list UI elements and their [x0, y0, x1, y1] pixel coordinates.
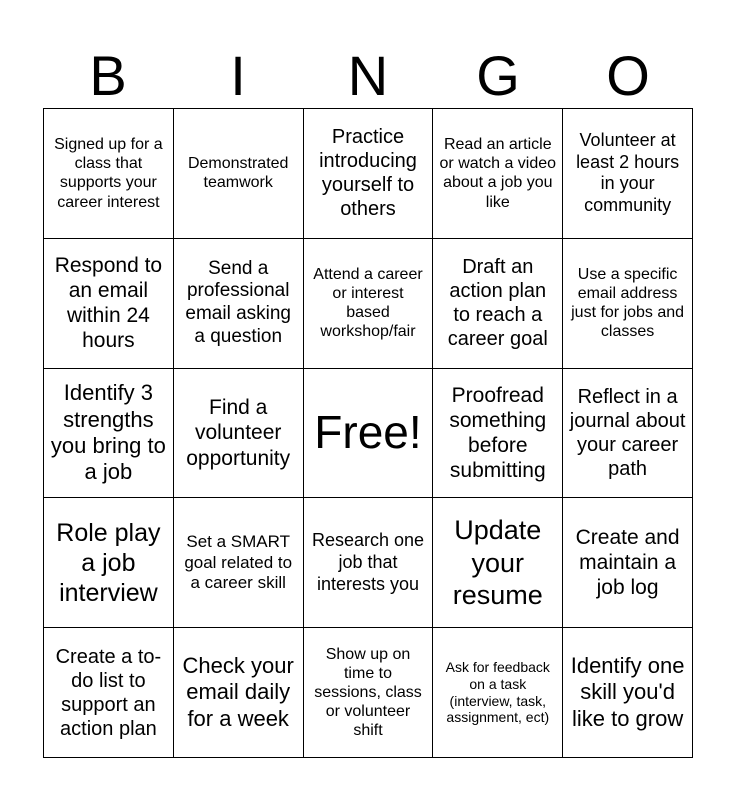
- bingo-cell-r2-c2[interactable]: [174, 239, 304, 369]
- bingo-cell-r1-c5[interactable]: [563, 109, 693, 239]
- bingo-cell-r4-c1[interactable]: [44, 498, 174, 628]
- cell-text: Check your email daily for a week: [182, 653, 294, 731]
- bingo-cell-r2-c1[interactable]: [44, 239, 174, 369]
- bingo-cell-r1-c1[interactable]: [44, 109, 174, 239]
- bingo-header: [43, 44, 693, 108]
- header-letter-g: G: [476, 44, 520, 107]
- cell-text: Send a professional email asking a question: [185, 257, 291, 347]
- cell-text: Draft an action plan to reach a career goal: [447, 256, 548, 351]
- bingo-cell-r1-c2[interactable]: [174, 109, 304, 239]
- bingo-cell-r5-c3[interactable]: [304, 628, 434, 758]
- bingo-cell-r5-c1[interactable]: [44, 628, 174, 758]
- bingo-board: [43, 108, 693, 758]
- cell-text: Identify one skill you'd like to grow: [570, 653, 685, 731]
- header-letter-b: B: [89, 44, 127, 107]
- cell-text: Signed up for a class that supports your career interest: [54, 136, 163, 211]
- bingo-cell-r2-c5[interactable]: [563, 239, 693, 369]
- cell-text: Ask for feedback on a task (interview, task, assignment, ect): [445, 659, 550, 726]
- bingo-cell-free-space[interactable]: [304, 369, 434, 499]
- bingo-cell-r1-c4[interactable]: [433, 109, 563, 239]
- cell-text: Set a SMART goal related to a career skill: [184, 532, 293, 592]
- header-letter-i: I: [230, 44, 246, 107]
- cell-text: Create and maintain a job log: [575, 526, 680, 600]
- cell-text: Find a volunteer opportunity: [186, 396, 291, 470]
- bingo-cell-r3-c4[interactable]: [433, 369, 563, 499]
- cell-text: Reflect in a journal about your career path: [569, 385, 686, 480]
- bingo-cell-r5-c4[interactable]: [433, 628, 563, 758]
- bingo-cell-r4-c5[interactable]: [563, 498, 693, 628]
- cell-text: Proofread something before submitting: [449, 383, 547, 483]
- cell-text: Read an article or watch a video about a job you like: [439, 136, 557, 211]
- cell-text: Demonstrated teamwork: [187, 155, 289, 192]
- cell-text: Update your resume: [452, 515, 543, 610]
- bingo-cell-r4-c4[interactable]: [433, 498, 563, 628]
- bingo-cell-r2-c3[interactable]: [304, 239, 434, 369]
- bingo-cell-r4-c2[interactable]: [174, 498, 304, 628]
- bingo-cell-r4-c3[interactable]: [304, 498, 434, 628]
- cell-text: Show up on time to sessions, class or volunteer shift: [314, 645, 422, 740]
- cell-text: Attend a career or interest based workshop/fair: [313, 265, 423, 341]
- cell-text: Identify 3 strengths you bring to a job: [50, 380, 166, 485]
- cell-text: Role play a job interview: [56, 518, 161, 607]
- cell-text: Volunteer at least 2 hours in your community: [576, 130, 680, 215]
- bingo-cell-r3-c1[interactable]: [44, 369, 174, 499]
- cell-text: Free!: [314, 406, 422, 459]
- cell-text: Research one job that interests you: [311, 530, 425, 594]
- bingo-cell-r3-c2[interactable]: [174, 369, 304, 499]
- cell-text: Use a specific email address just for jobs and classes: [571, 265, 685, 341]
- bingo-cell-r5-c2[interactable]: [174, 628, 304, 758]
- bingo-cell-r3-c5[interactable]: [563, 369, 693, 499]
- cell-text: Create a to-do list to support an action plan: [55, 645, 162, 740]
- header-letter-n: N: [347, 44, 389, 107]
- cell-text: Practice introducing yourself to others: [319, 126, 417, 221]
- bingo-cell-r5-c5[interactable]: [563, 628, 693, 758]
- bingo-cell-r1-c3[interactable]: [304, 109, 434, 239]
- cell-text: Respond to an email within 24 hours: [54, 253, 163, 353]
- bingo-cell-r2-c4[interactable]: [433, 239, 563, 369]
- header-letter-o: O: [606, 44, 650, 107]
